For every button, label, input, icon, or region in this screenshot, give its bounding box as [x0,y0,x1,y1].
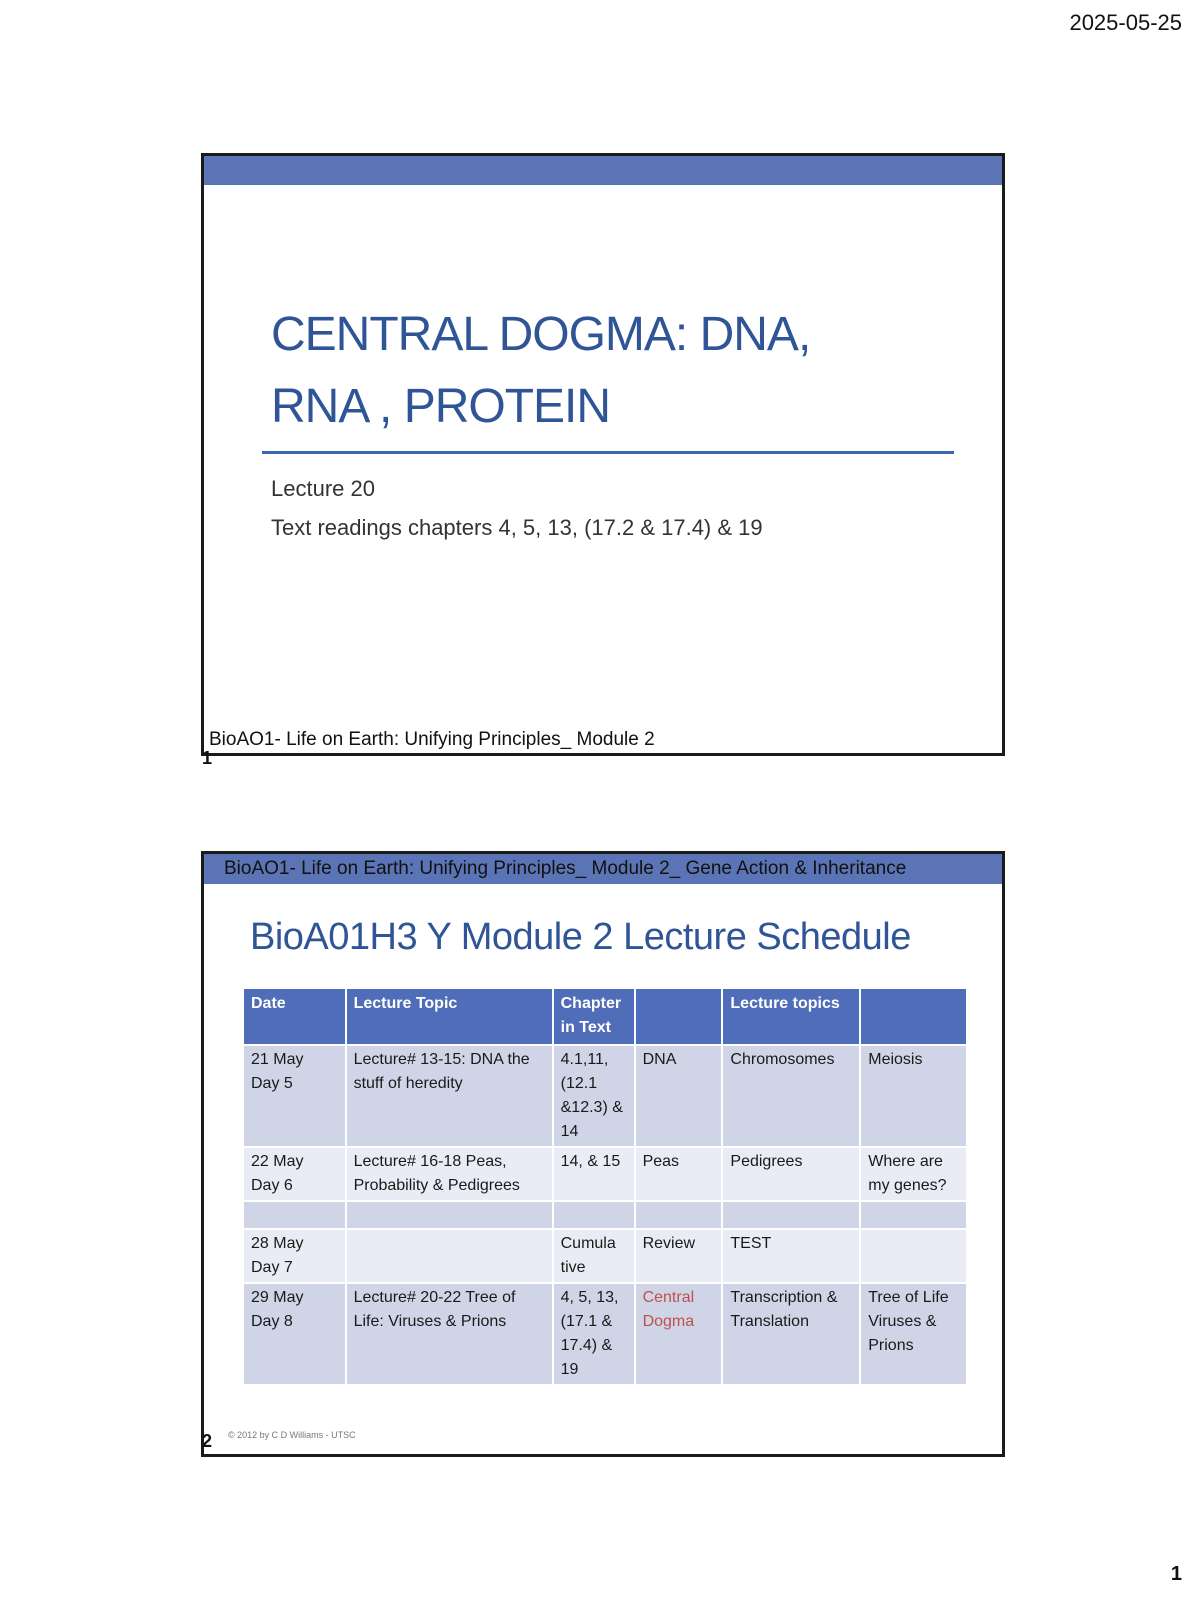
slide-1-title-line-1: CENTRAL DOGMA: DNA, [271,308,811,361]
slide-1-subtitle [271,469,763,547]
slide-2 [201,851,1005,1457]
table-header-row [243,988,967,1045]
cell-chapter: 4, 5, 13, (17.1 & 17.4) & 19 [553,1283,635,1385]
table-row [243,1045,967,1147]
cell-extra: Meiosis [860,1045,967,1147]
slide-2-number: 2 [202,1431,213,1451]
header-date: Date [243,988,346,1045]
date-line: 29 May [251,1289,304,1306]
slide-1-subtitle-line-1: Lecture 20 [271,476,375,501]
date-line: 28 May [251,1235,304,1252]
slide-1-header-bar [204,156,1002,185]
header-chapter: Chapter in Text [553,988,635,1045]
slide-1 [201,153,1005,756]
cell-lecture-topics: Transcription & Translation [722,1283,860,1385]
table-row [243,1283,967,1385]
day-line: Day 5 [251,1075,293,1092]
page-number: 1 [1170,1563,1182,1585]
cell-date [243,1283,346,1385]
slide-1-title-rule [262,451,954,454]
lecture-schedule-table [242,987,968,1386]
header-lecture-topics: Lecture topics [722,988,860,1045]
cell-topic: Lecture# 20-22 Tree of Life: Viruses & Prions [346,1283,553,1385]
slide-1-footer: BioAO1- Life on Earth: Unifying Principles_ Module 2 [209,729,655,750]
slide-1-subtitle-line-2: Text readings chapters 4, 5, 13, (17.2 & 17.4) & 19 [271,515,763,540]
slide-1-title-line-2: RNA , PROTEIN [271,380,611,433]
table-row [243,1147,967,1201]
date-line: 22 May [251,1153,304,1170]
cell-extra: Where are my genes? [860,1147,967,1201]
slide-2-copyright: © 2012 by C D Williams - UTSC [228,1430,356,1440]
cell-chapter: Cumula tive [553,1229,635,1283]
day-line: Day 6 [251,1177,293,1194]
day-line: Day 8 [251,1313,293,1330]
table-row [243,1229,967,1283]
slide-1-number: 1 [202,748,213,768]
slide-2-header-text: BioAO1- Life on Earth: Unifying Principles_ Module 2_ Gene Action & Inheritance [224,858,907,879]
cell-topic: Lecture# 16-18 Peas, Probability & Pedigrees [346,1147,553,1201]
cell-date [243,1229,346,1283]
cell-lecture-topics: Pedigrees [722,1147,860,1201]
day-line: Day 7 [251,1259,293,1276]
cell-theme: DNA [635,1045,723,1147]
header-blank-1 [635,988,723,1045]
slide-2-header-bar [204,854,1002,884]
slide-2-title: BioA01H3 Y Module 2 Lecture Schedule [250,916,911,958]
date-line: 21 May [251,1051,304,1068]
cell-theme: Peas [635,1147,723,1201]
table-row-empty [243,1201,967,1229]
print-date: 2025-05-25 [1069,10,1182,35]
cell-theme-highlight: Central Dogma [635,1283,723,1385]
cell-date [243,1147,346,1201]
cell-lecture-topics: TEST [722,1229,860,1283]
cell-chapter: 4.1,11, (12.1 &12.3) & 14 [553,1045,635,1147]
slide-1-title [271,299,951,443]
cell-theme: Review [635,1229,723,1283]
cell-lecture-topics: Chromosomes [722,1045,860,1147]
cell-chapter: 14, & 15 [553,1147,635,1201]
cell-topic [346,1229,553,1283]
header-blank-2 [860,988,967,1045]
cell-extra: Tree of Life Viruses & Prions [860,1283,967,1385]
header-lecture-topic: Lecture Topic [346,988,553,1045]
cell-date [243,1045,346,1147]
cell-topic: Lecture# 13-15: DNA the stuff of heredity [346,1045,553,1147]
cell-extra [860,1229,967,1283]
